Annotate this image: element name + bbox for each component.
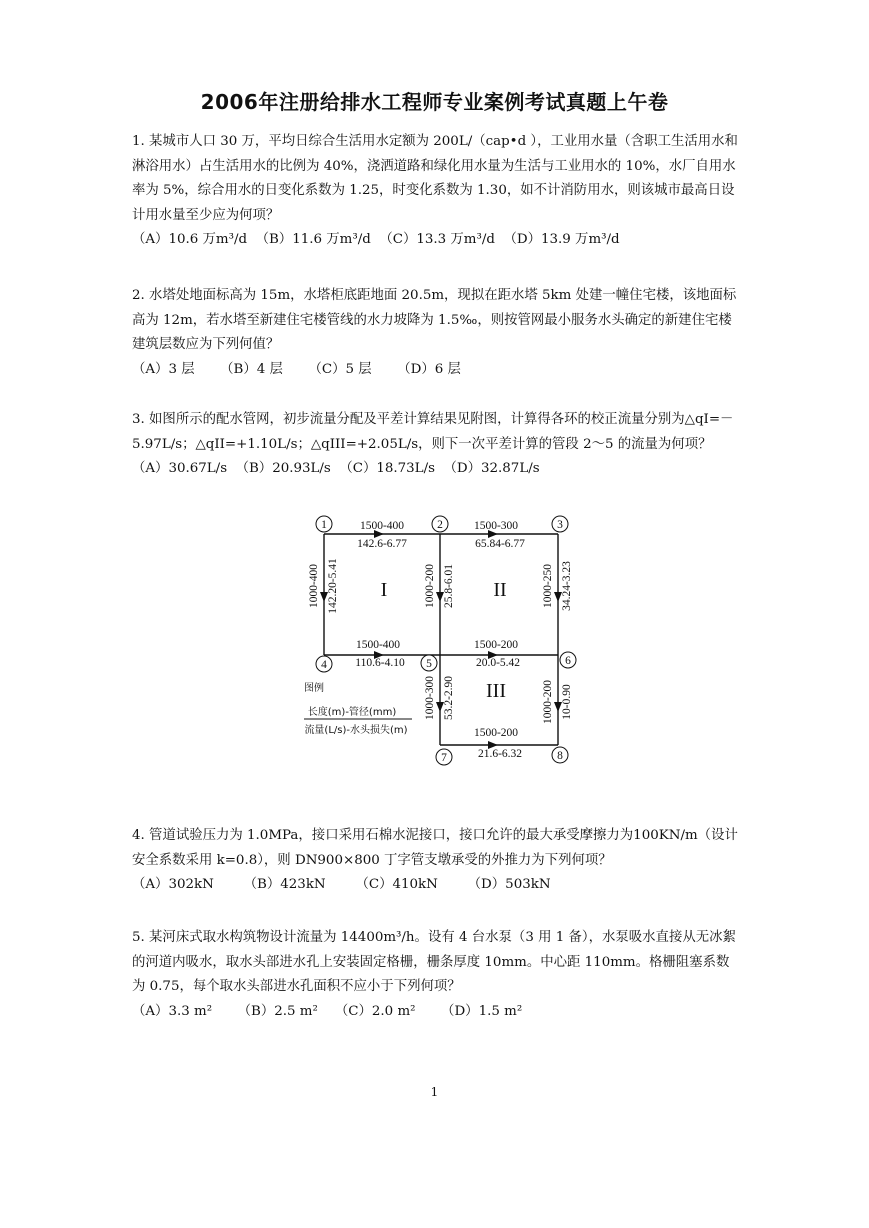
question-1 xyxy=(132,130,738,253)
question-4-options: （A）302kN （B）423kN （C）410kN （D）503kN xyxy=(132,877,551,892)
question-4-text: 4. 管道试验压力为 1.0MPa，接口采用石棉水泥接口，接口允许的最大承受摩擦力为100KN/m（设计安全系数采用 k=0.8），则 DN900×800 丁字管支墩承受的外推力为下列何项？ xyxy=(132,828,738,868)
pipe-7-8-flow: 21.6-6.32 xyxy=(477,748,523,760)
pipe-network-figure xyxy=(300,514,580,770)
question-3-options: （A）30.67L/s （B）20.93L/s （C）18.73L/s （D）32.87L/s xyxy=(132,461,540,476)
pipe-5-6-spec: 1500-200 xyxy=(473,639,519,651)
question-4 xyxy=(132,824,738,898)
question-2-text: 2. 水塔处地面标高为 15m，水塔柜底距地面 20.5m，现拟在距水塔 5km 处建一幢住宅楼，该地面标高为 12m，若水塔至新建住宅楼管线的水力坡降为 1.5‰，则按管网最小服务水头确定的新建住宅楼建筑层数应为下列何值？ xyxy=(132,288,737,352)
node-5-label: 5 xyxy=(426,658,432,670)
pipe-2-5-flow: 25.8-6.01 xyxy=(443,563,455,609)
pipe-1-2-flow: 142.6-6.77 xyxy=(357,538,407,550)
question-2-options: （A）3 层 （B）4 层 （C）5 层 （D）6 层 xyxy=(132,361,461,377)
question-3 xyxy=(132,408,738,482)
pipe-5-7-flow: 53.2-2.90 xyxy=(443,675,455,721)
question-5-text: 5. 某河床式取水构筑物设计流量为 14400m³/h。设有 4 台水泵（3 用 1 备），水泵吸水直接从无冰絮的河道内吸水，取水头部进水孔上安装固定格栅，栅条厚度 10mm。中心距 110mm。格栅阻塞系数为 0.75，每个取水头部进水孔面积不应小于下列何项？ xyxy=(132,930,736,994)
pipe-7-8-spec: 1500-200 xyxy=(473,727,519,739)
question-2 xyxy=(132,284,738,382)
question-3-text: 3. 如图所示的配水管网，初步流量分配及平差计算结果见附图，计算得各环的校正流量分别为△qⅠ=－5.97L/s；△qII=+1.10L/s；△qIII=+2.05L/s，则下一次平差计算的管段 2～5 的流量为何项？ xyxy=(132,412,734,452)
pipe-2-3-spec: 1500-300 xyxy=(473,520,519,532)
pipe-5-7-spec: 1000-300 xyxy=(424,675,436,721)
ring-2-label: II xyxy=(493,579,507,601)
pipe-1-2-spec: 1500-400 xyxy=(359,520,405,532)
pipe-2-3-flow: 65.84-6.77 xyxy=(475,538,525,550)
question-1-options: （A）10.6 万m³/d （B）11.6 万m³/d （C）13.3 万m³/d （D）13.9 万m³/d xyxy=(132,232,620,247)
pipe-3-6-spec: 1000-250 xyxy=(542,563,554,609)
figure-legend xyxy=(304,681,412,736)
pipe-2-5-spec: 1000-200 xyxy=(424,563,436,609)
ring-3-label: III xyxy=(486,680,506,702)
pipe-network-diagram xyxy=(300,514,580,770)
pipe-6-8-flow: 10-0.90 xyxy=(561,684,573,720)
legend-line-1: 长度(m)-管径(mm) xyxy=(307,707,397,718)
node-2-label: 2 xyxy=(437,519,443,531)
pipe-5-6-flow: 20.0-5.42 xyxy=(475,657,521,669)
pipe-4-5-flow: 110.6-4.10 xyxy=(355,657,405,669)
pipe-1-4-flow: 142.20-5.41 xyxy=(327,558,339,614)
pipe-3-6-flow: 34.24-3.23 xyxy=(561,561,573,611)
page-number: 1 xyxy=(430,1085,439,1099)
question-1-text: 1. 某城市人口 30 万，平均日综合生活用水定额为 200L/（cap•d ），工业用水量（含职工生活用水和淋浴用水）占生活用水的比例为 40%，浇洒道路和绿化用水量为生活与工业用水的 10%，水厂自用水率为 5%，综合用水的日变化系数为 1.25，时变化系数为 1.30，如不计消防用水，则该城市最高日设计用水量至少应为何项？ xyxy=(132,134,738,223)
question-5-options: （A）3.3 m² （B）2.5 m² （C）2.0 m² （D）1.5 m² xyxy=(132,1003,523,1019)
node-1-label: 1 xyxy=(321,519,327,531)
question-5 xyxy=(132,926,738,1024)
pipe-1-4-spec: 1000-400 xyxy=(308,563,320,609)
node-7-label: 7 xyxy=(441,752,447,764)
legend-line-2: 流量(L/s)-水头损失(m) xyxy=(304,725,408,736)
legend-title: 图例 xyxy=(304,683,324,694)
pipe-4-5-spec: 1500-400 xyxy=(355,639,401,651)
node-4-label: 4 xyxy=(321,659,327,671)
page-title: 2006年注册给排水工程师专业案例考试真题上午卷 xyxy=(200,90,669,114)
pipe-6-8-spec: 1000-200 xyxy=(542,679,554,725)
node-3-label: 3 xyxy=(557,519,563,531)
node-8-label: 8 xyxy=(557,750,563,762)
ring-1-label: I xyxy=(380,579,388,601)
node-6-label: 6 xyxy=(565,655,571,667)
